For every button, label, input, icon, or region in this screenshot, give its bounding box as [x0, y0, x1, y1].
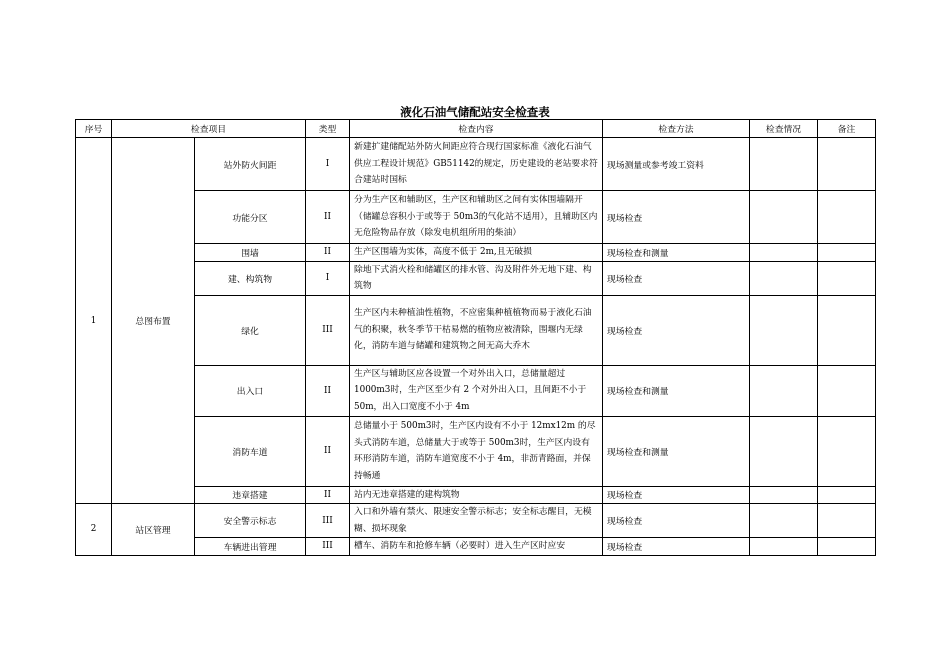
- note-cell: [818, 416, 876, 486]
- header-row: [76, 120, 876, 138]
- header-method: 检查方法: [603, 120, 750, 138]
- type-cell: II: [306, 486, 350, 504]
- item-cell: 围墙: [195, 244, 306, 262]
- type-cell: II: [306, 365, 350, 416]
- status-cell: [750, 416, 818, 486]
- header-type: 类型: [306, 120, 350, 138]
- type-cell: III: [306, 538, 350, 556]
- method-cell: 现场检查: [603, 504, 750, 538]
- table-row: [76, 416, 876, 486]
- item-cell: 安全警示标志: [195, 504, 306, 538]
- method-cell: 现场检查和测量: [603, 416, 750, 486]
- status-cell: [750, 138, 818, 191]
- category-cell: 站区管理: [112, 504, 195, 556]
- table-row: [76, 138, 876, 191]
- note-cell: [818, 504, 876, 538]
- method-cell: 现场测量或参考竣工资料: [603, 138, 750, 191]
- note-cell: [818, 295, 876, 365]
- method-cell: 现场检查: [603, 538, 750, 556]
- item-cell: 车辆进出管理: [195, 538, 306, 556]
- status-cell: [750, 244, 818, 262]
- table-row: [76, 295, 876, 365]
- note-cell: [818, 486, 876, 504]
- item-cell: 绿化: [195, 295, 306, 365]
- header-content: 检查内容: [350, 120, 603, 138]
- seq-cell: 1: [76, 138, 112, 504]
- item-cell: 站外防火间距: [195, 138, 306, 191]
- document-title: 液化石油气储配站安全检查表: [400, 105, 550, 119]
- item-cell: 违章搭建: [195, 486, 306, 504]
- status-cell: [750, 261, 818, 295]
- method-cell: 现场检查和测量: [603, 365, 750, 416]
- category-cell: 总图布置: [112, 138, 195, 504]
- content-cell: 生产区与辅助区应各设置一个对外出入口，总储量超过 1000m3时，生产区至少有 2 个对外出入口，且间距不小于 50m，出入口宽度不小于 4m: [350, 365, 603, 416]
- table-row: [76, 486, 876, 504]
- type-cell: III: [306, 504, 350, 538]
- content-cell: 生产区围墙为实体，高度不低于 2m,且无破损: [350, 244, 603, 262]
- type-cell: II: [306, 244, 350, 262]
- note-cell: [818, 365, 876, 416]
- header-item: 检查项目: [112, 120, 306, 138]
- table-row: [76, 365, 876, 416]
- status-cell: [750, 191, 818, 244]
- content-cell: 总储量小于 500m3时，生产区内设有不小于 12mx12m 的尽头式消防车道，总储量大于或等于 500m3时，生产区内设有环形消防车道，消防车道宽度不小于 4m，非沥青路面，并保持畅通: [350, 416, 603, 486]
- table-row: [76, 504, 876, 538]
- method-cell: 现场检查: [603, 295, 750, 365]
- type-cell: I: [306, 261, 350, 295]
- content-cell: 站内无违章搭建的建构筑物: [350, 486, 603, 504]
- status-cell: [750, 538, 818, 556]
- type-cell: II: [306, 191, 350, 244]
- header-note: 备注: [818, 120, 876, 138]
- inspection-table: [75, 119, 876, 556]
- table-row: [76, 244, 876, 262]
- item-cell: 功能分区: [195, 191, 306, 244]
- table-row: [76, 538, 876, 556]
- type-cell: I: [306, 138, 350, 191]
- item-cell: 出入口: [195, 365, 306, 416]
- note-cell: [818, 191, 876, 244]
- status-cell: [750, 295, 818, 365]
- content-cell: 生产区内未种植油性植物，不应密集种植植物而易于液化石油气的积聚，秋冬季节干枯易燃的植物应被清除，围堰内无绿化，消防车道与储罐和建筑物之间无高大乔木: [350, 295, 603, 365]
- note-cell: [818, 261, 876, 295]
- table-row: [76, 261, 876, 295]
- type-cell: III: [306, 295, 350, 365]
- content-cell: 分为生产区和辅助区，生产区和辅助区之间有实体围墙隔开（储罐总容积小于或等于 50m3的气化站不适用），且辅助区内无危险物品存放（除发电机组所用的柴油）: [350, 191, 603, 244]
- content-cell: 槽车、消防车和抢修车辆（必要时）进入生产区时应安: [350, 538, 603, 556]
- seq-cell: 2: [76, 504, 112, 556]
- status-cell: [750, 365, 818, 416]
- content-cell: 除地下式消火栓和储罐区的排水管、沟及附件外无地下建、构筑物: [350, 261, 603, 295]
- table-row: [76, 191, 876, 244]
- content-cell: 新建扩建储配站外防火间距应符合现行国家标准《液化石油气供应工程设计规范》GB51142的规定，历史建设的老站要求符合建站时国标: [350, 138, 603, 191]
- header-status: 检查情况: [750, 120, 818, 138]
- method-cell: 现场检查: [603, 486, 750, 504]
- note-cell: [818, 244, 876, 262]
- header-seq: 序号: [76, 120, 112, 138]
- status-cell: [750, 486, 818, 504]
- item-cell: 消防车道: [195, 416, 306, 486]
- status-cell: [750, 504, 818, 538]
- method-cell: 现场检查: [603, 261, 750, 295]
- type-cell: II: [306, 416, 350, 486]
- note-cell: [818, 538, 876, 556]
- method-cell: 现场检查和测量: [603, 244, 750, 262]
- content-cell: 入口和外墙有禁火、限速安全警示标志；安全标志醒目，无模糊、损坏现象: [350, 504, 603, 538]
- item-cell: 建、构筑物: [195, 261, 306, 295]
- method-cell: 现场检查: [603, 191, 750, 244]
- note-cell: [818, 138, 876, 191]
